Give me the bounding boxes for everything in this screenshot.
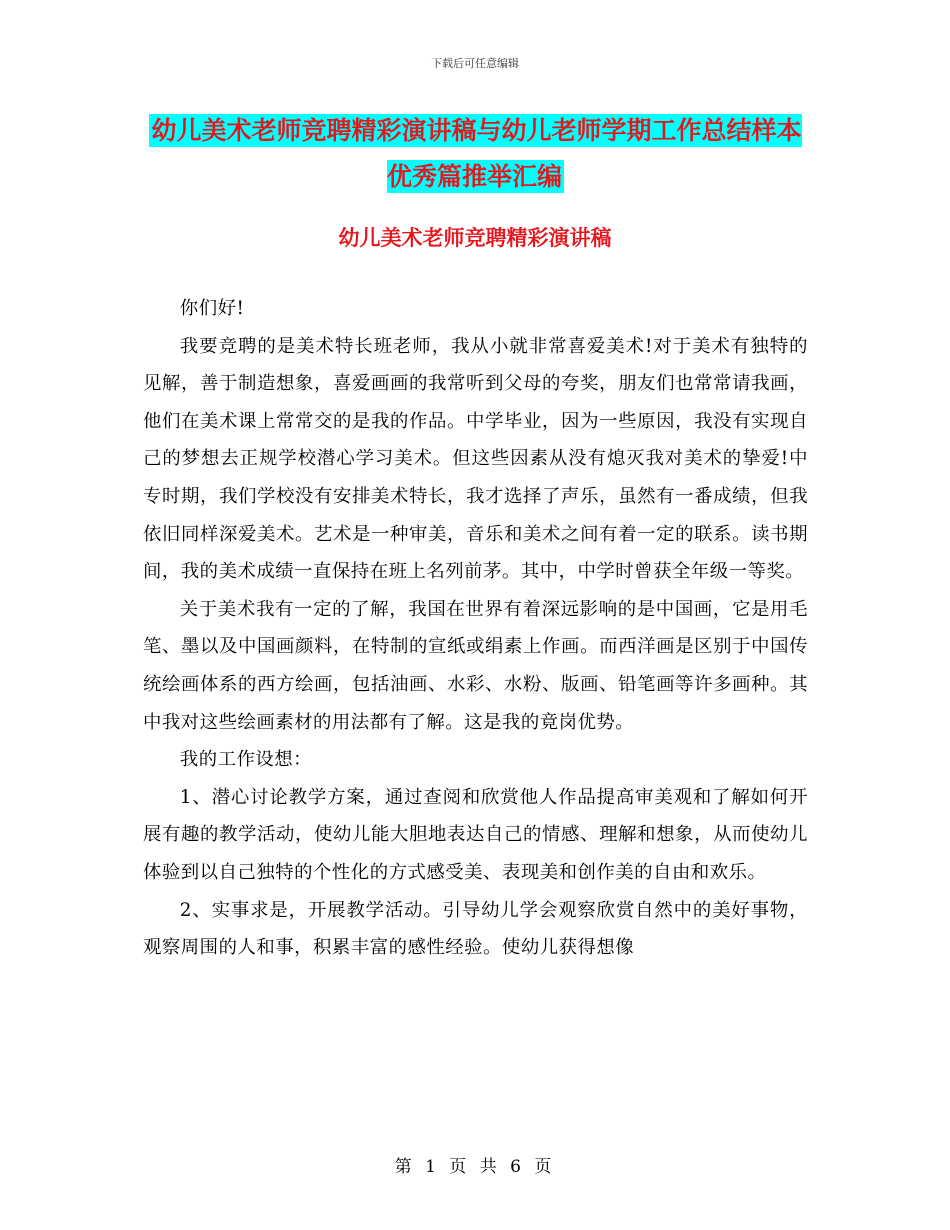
document-title <box>143 108 808 200</box>
header-note: 下载后可任意编辑 <box>431 57 519 70</box>
paragraph: 关于美术我有一定的了解，我国在世界有着深远影响的是中国画，它是用毛笔、墨以及中国画颜料，在特制的宣纸或绢素上作画。而西洋画是区别于中国传统绘画体系的西方绘画，包括油画、水彩、水粉、版画、铅笔画等许多画种。其中我对这些绘画素材的用法都有了解。这是我的竟岗优势。 <box>143 598 808 733</box>
section-title: 幼儿美术老师竞聘精彩演讲稿 <box>338 226 612 250</box>
body-text <box>143 290 808 967</box>
paragraph: 我要竞聘的是美术特长班老师，我从小就非常喜爱美术!对于美术有独特的见解，善于制造想象，喜爱画画的我常听到父母的夸奖，朋友们也常常请我画，他们在美术课上常常交的是我的作品。中学毕业，因为一些原因，我没有实现自己的梦想去正规学校潜心学习美术。但这些因素从没有熄灭我对美术的挚爱!中专时期，我们学校没有安排美术特长，我才选择了声乐，虽然有一番成绩，但我依旧同样深爱美术。艺术是一种审美，音乐和美术之间有着一定的联系。读书期间，我的美术成绩一直保持在班上名列前茅。其中，中学时曾获全年级一等奖。 <box>143 335 808 583</box>
page-footer: 第 1 页 共 6 页 <box>394 1157 556 1177</box>
paragraph: 2、实事求是，开展教学活动。引导幼儿学会观察欣赏自然中的美好事物，观察周围的人和事，积累丰富的感性经验。使幼儿获得想像 <box>143 899 808 959</box>
paragraph: 我的工作设想： <box>179 749 313 771</box>
document-title-text: 幼儿美术老师竞聘精彩演讲稿与幼儿老师学期工作总结样本优秀篇推举汇编 <box>151 116 802 191</box>
paragraph: 1、潜心讨论教学方案，通过查阅和欣赏他人作品提高审美观和了解如何开展有趣的教学活动，使幼儿能大胆地表达自己的情感、理解和想象，从而使幼儿体验到以自己独特的个性化的方式感受美、表现美和创作美的自由和欢乐。 <box>143 786 808 883</box>
paragraph: 你们好! <box>179 298 245 319</box>
